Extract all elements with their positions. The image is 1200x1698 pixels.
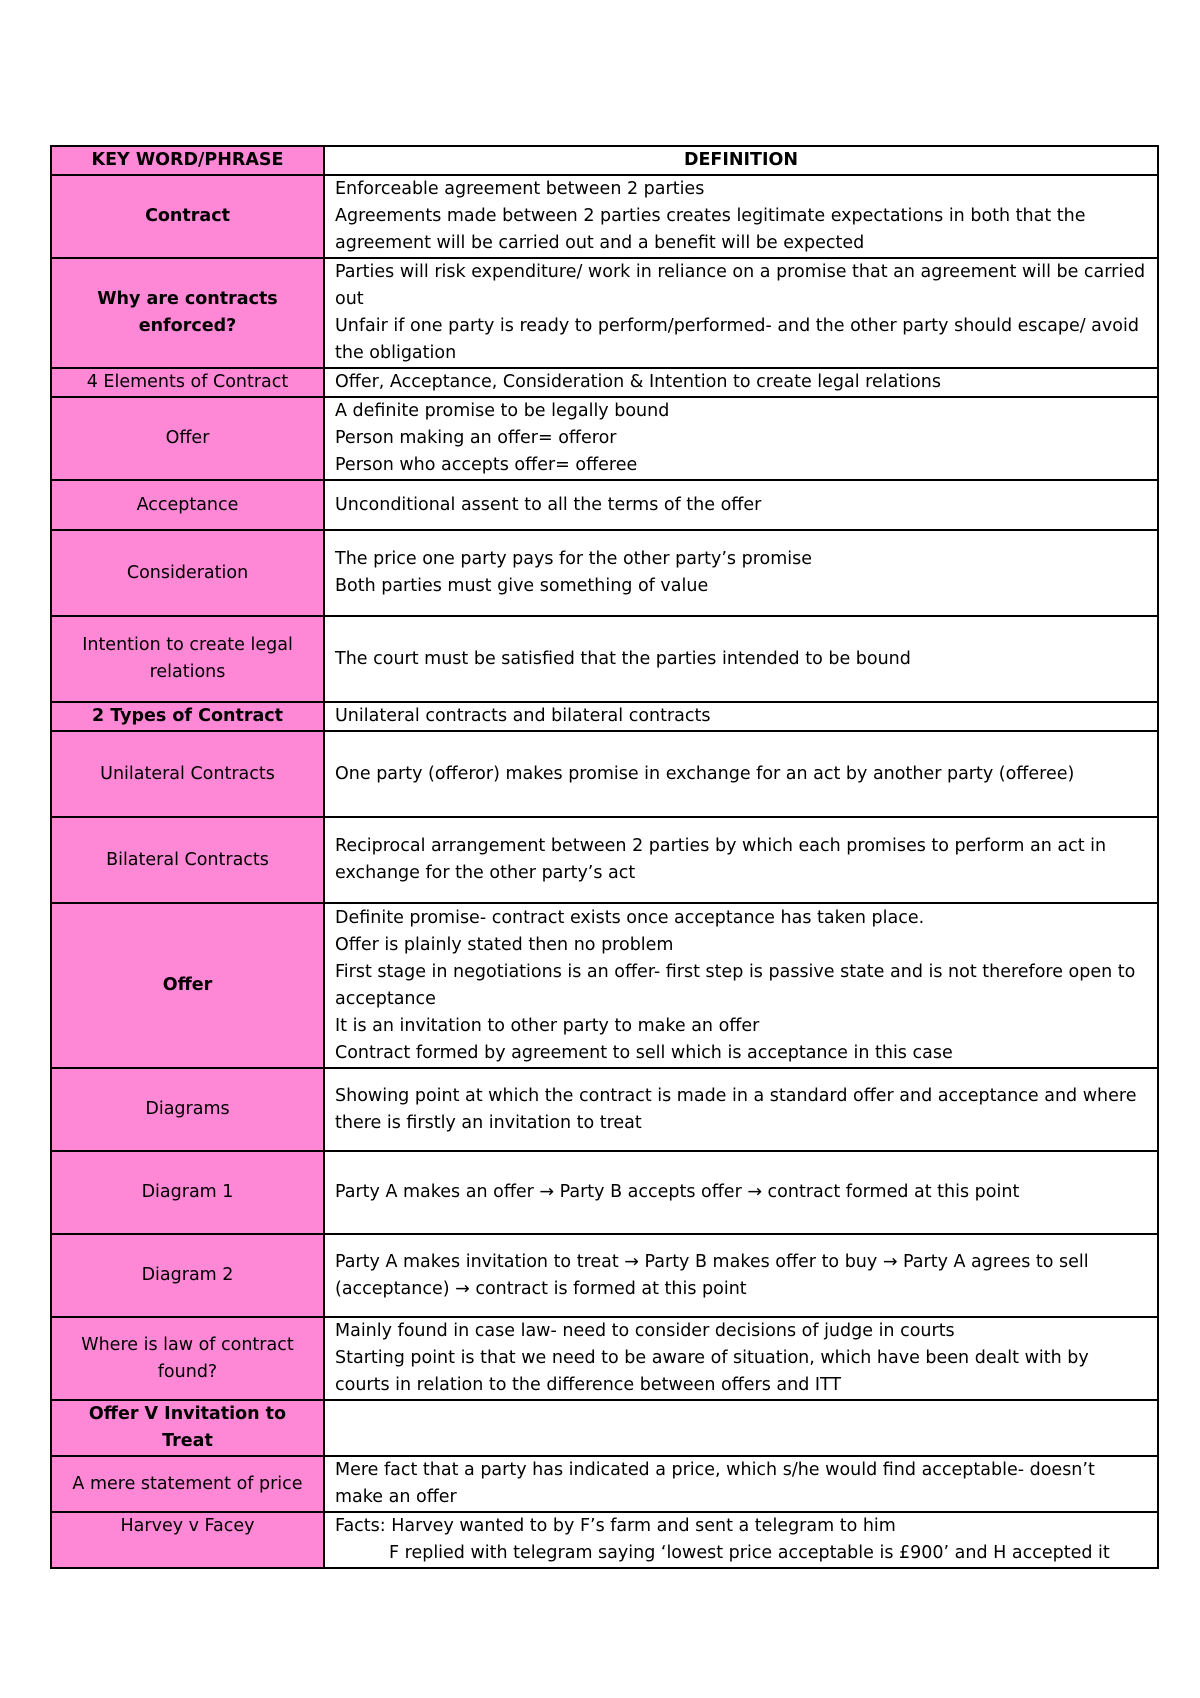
table-row	[51, 1234, 1158, 1317]
row-term: Offer	[51, 397, 324, 480]
definition-line: It is an invitation to other party to make an offer	[335, 1015, 760, 1036]
row-definition	[324, 1456, 1158, 1512]
document-sheet	[50, 145, 1157, 1569]
definition-line: The price one party pays for the other party’s promise	[335, 549, 813, 569]
definition-line: Offer is plainly stated then no problem	[335, 934, 674, 955]
row-term: Acceptance	[51, 480, 324, 530]
definition-line: Person who accepts offer= offeree	[335, 455, 638, 475]
table-header-row	[51, 146, 1158, 175]
definition-line: The court must be satisfied that the parties intended to be bound	[335, 648, 911, 669]
row-term: 4 Elements of Contract	[51, 368, 324, 397]
row-term: Intention to create legal relations	[51, 616, 324, 702]
row-definition	[324, 258, 1158, 368]
definition-line: Reciprocal arrangement between 2 parties by which each promises to perform an act in exchange for the other party’s act	[335, 836, 1107, 883]
table-row	[51, 1068, 1158, 1151]
table-row	[51, 731, 1158, 817]
row-term: Consideration	[51, 530, 324, 616]
row-term: Unilateral Contracts	[51, 731, 324, 817]
row-term: Bilateral Contracts	[51, 817, 324, 903]
table-row	[51, 530, 1158, 616]
table-row	[51, 1512, 1158, 1568]
definition-line: Unilateral contracts and bilateral contracts	[335, 706, 711, 726]
definition-line: F replied with telegram saying ‘lowest price acceptable is £900’ and H accepted it	[389, 1543, 1110, 1563]
header-definition: DEFINITION	[324, 146, 1158, 175]
row-definition	[324, 702, 1158, 731]
row-definition	[324, 1068, 1158, 1151]
table-row	[51, 1400, 1158, 1456]
row-definition	[324, 817, 1158, 903]
definition-line: Person making an offer= offeror	[335, 428, 617, 448]
row-term: Where is law of contract found?	[51, 1317, 324, 1400]
table-row	[51, 1317, 1158, 1400]
header-term: KEY WORD/PHRASE	[51, 146, 324, 175]
table-row	[51, 903, 1158, 1068]
definition-line: Definite promise- contract exists once acceptance has taken place.	[335, 907, 925, 928]
row-definition	[324, 1400, 1158, 1456]
row-definition	[324, 1151, 1158, 1234]
row-definition	[324, 530, 1158, 616]
row-term: A mere statement of price	[51, 1456, 324, 1512]
row-term: Diagram 2	[51, 1234, 324, 1317]
definition-line: Parties will risk expenditure/ work in reliance on a promise that an agreement will be carried out	[335, 262, 1146, 309]
row-definition	[324, 731, 1158, 817]
table-row	[51, 258, 1158, 368]
row-term: Offer V Invitation to Treat	[51, 1400, 324, 1456]
definition-line: First stage in negotiations is an offer- first step is passive state and is not therefore open to acceptance	[335, 961, 1136, 1009]
row-definition	[324, 480, 1158, 530]
row-term: 2 Types of Contract	[51, 702, 324, 731]
definition-line: A definite promise to be legally bound	[335, 401, 670, 421]
row-definition	[324, 397, 1158, 480]
row-term: Harvey v Facey	[51, 1512, 324, 1568]
table-row	[51, 480, 1158, 530]
row-definition	[324, 368, 1158, 397]
row-definition	[324, 1512, 1158, 1568]
definition-line: Party A makes an offer → Party B accepts offer → contract formed at this point	[335, 1182, 1020, 1202]
row-term: Diagrams	[51, 1068, 324, 1151]
table-row	[51, 817, 1158, 903]
definition-line: Mere fact that a party has indicated a price, which s/he would find acceptable- doesn’t make an offer	[335, 1460, 1095, 1507]
definition-line: Starting point is that we need to be aware of situation, which have been dealt with by courts in relation to the difference between offers and ITT	[335, 1348, 1089, 1395]
row-definition	[324, 175, 1158, 258]
row-definition	[324, 903, 1158, 1068]
definition-line: Agreements made between 2 parties creates legitimate expectations in both that the agreement will be carried out and a benefit will be expected	[335, 206, 1086, 253]
row-definition	[324, 1234, 1158, 1317]
table-row	[51, 368, 1158, 397]
row-definition	[324, 1317, 1158, 1400]
definition-line: Contract formed by agreement to sell which is acceptance in this case	[335, 1042, 953, 1063]
table-row	[51, 702, 1158, 731]
definition-line: Party A makes invitation to treat → Party B makes offer to buy → Party A agrees to sell (acceptance) → contract is formed at this point	[335, 1251, 1089, 1299]
row-term: Offer	[51, 903, 324, 1068]
definition-line: Unfair if one party is ready to perform/performed- and the other party should escape/ avoid the obligation	[335, 316, 1139, 363]
definition-line: Facts: Harvey wanted to by F’s farm and sent a telegram to him	[335, 1516, 896, 1536]
definition-line: Mainly found in case law- need to consider decisions of judge in courts	[335, 1321, 955, 1341]
table-row	[51, 616, 1158, 702]
table-row	[51, 175, 1158, 258]
definition-line: Unconditional assent to all the terms of the offer	[335, 494, 762, 515]
definition-line: Both parties must give something of value	[335, 576, 709, 596]
table-row	[51, 1456, 1158, 1512]
definition-line: Offer, Acceptance, Consideration & Intention to create legal relations	[335, 372, 941, 392]
row-term: Why are contracts enforced?	[51, 258, 324, 368]
table-row	[51, 397, 1158, 480]
row-definition	[324, 616, 1158, 702]
table-row	[51, 1151, 1158, 1234]
row-term: Diagram 1	[51, 1151, 324, 1234]
definition-line: Showing point at which the contract is made in a standard offer and acceptance and where there is firstly an invitation to treat	[335, 1085, 1137, 1133]
definition-line: One party (offeror) makes promise in exchange for an act by another party (offeree)	[335, 763, 1075, 784]
row-term: Contract	[51, 175, 324, 258]
definition-line: Enforceable agreement between 2 parties	[335, 179, 705, 199]
definitions-table	[50, 145, 1159, 1569]
